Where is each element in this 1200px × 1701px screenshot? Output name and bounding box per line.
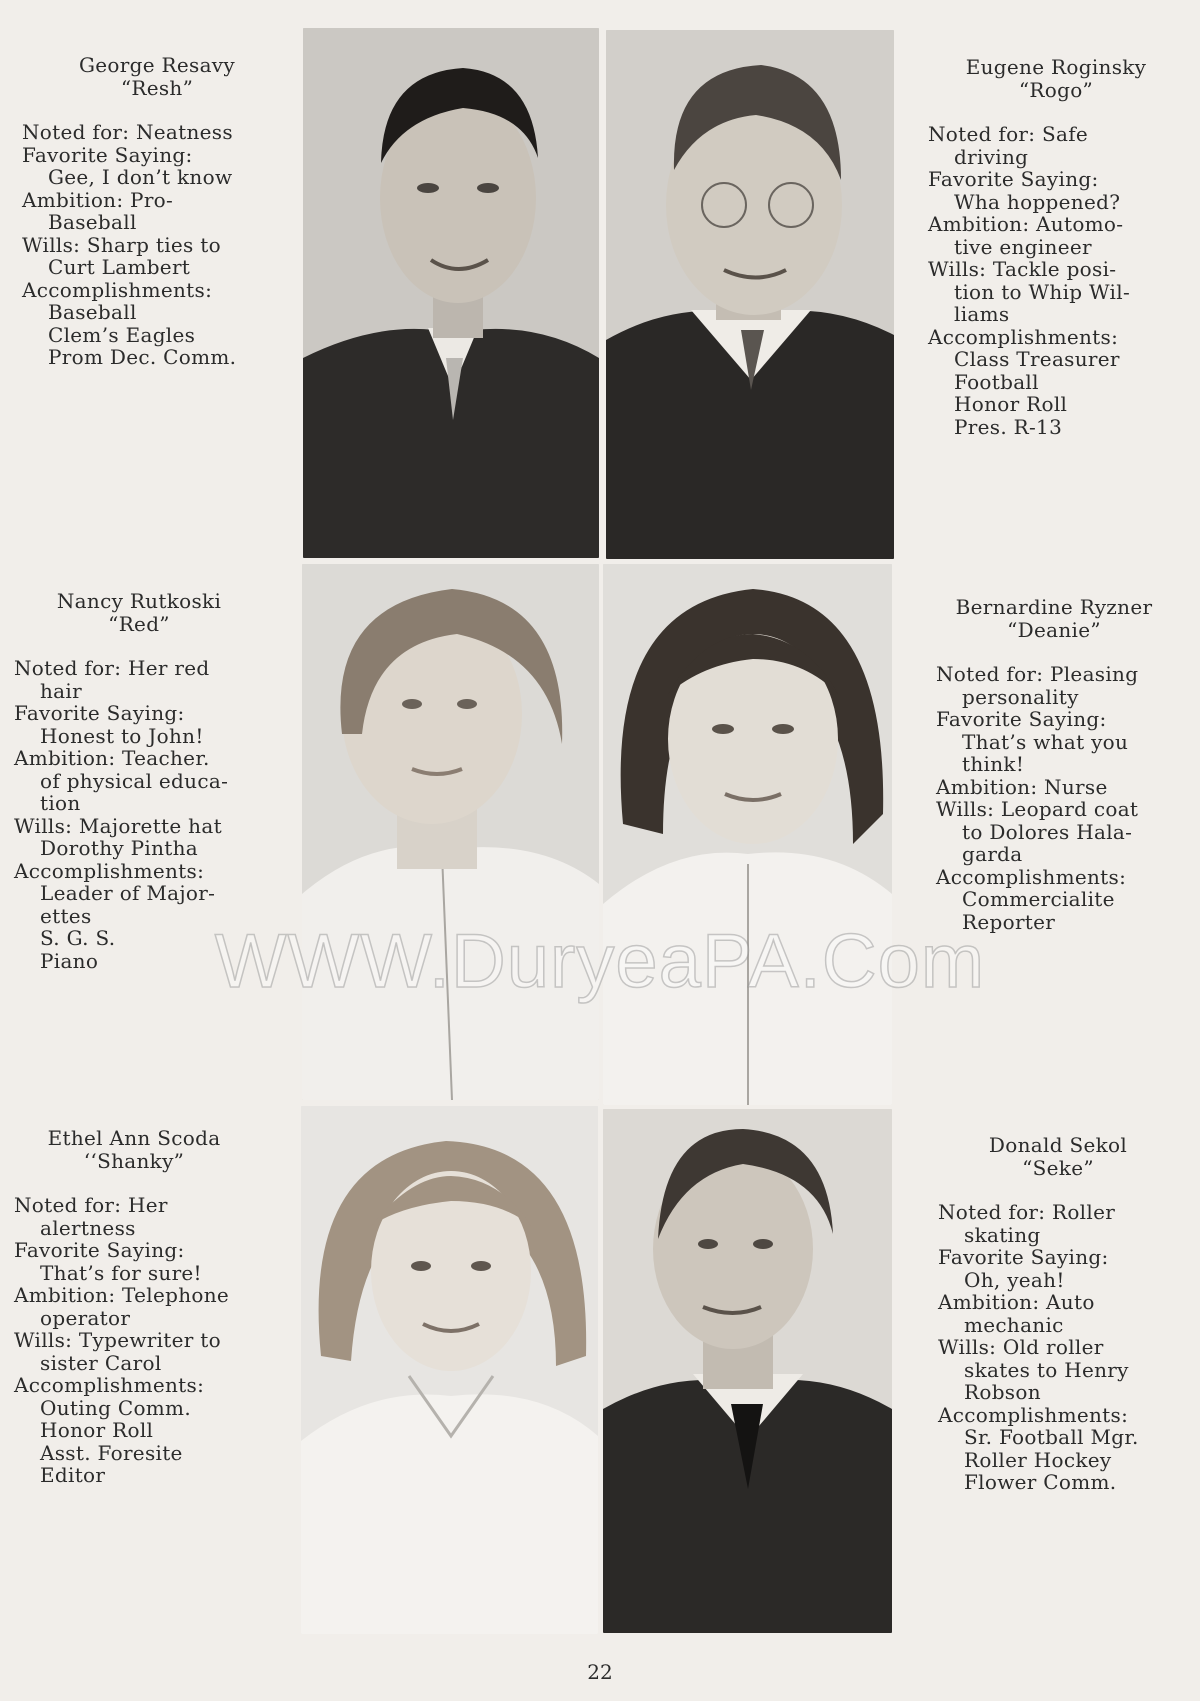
bio-line: That’s for sure!	[40, 1260, 202, 1285]
student-nickname: “Resh”	[120, 75, 194, 100]
bio-line: to Dolores Hala-	[962, 819, 1133, 844]
bio-line: Ambition: Teacher.	[14, 746, 210, 770]
bio-line: ettes	[40, 903, 92, 928]
bio-line: Wills: Old roller	[938, 1335, 1104, 1359]
bio-line: Favorite Saying:	[938, 1245, 1109, 1269]
bio-lines	[938, 1201, 1193, 1494]
student-name: Bernardine Ryzner	[955, 595, 1153, 619]
student-name: Ethel Ann Scoda	[47, 1126, 221, 1150]
bio-line: That’s what you	[962, 729, 1129, 754]
bio-line: Accomplishments:	[22, 277, 213, 302]
bio-line: Wills: Leopard coat	[936, 797, 1139, 821]
bio-line: Gee, I don’t know	[48, 165, 233, 189]
bio-line: Baseball	[48, 300, 137, 324]
bio-line: think!	[962, 752, 1025, 776]
bio-line: Commercialite	[962, 887, 1115, 911]
bio-line: Clem’s Eagles	[48, 322, 196, 347]
student-nickname: “Deanie”	[1007, 617, 1101, 642]
bio-line: alertness	[40, 1215, 136, 1240]
bio-line: Ambition: Telephone	[14, 1283, 230, 1307]
bio-line: Noted for: Neatness	[22, 120, 233, 144]
bio-line: Roller Hockey	[964, 1447, 1112, 1472]
watermark: WWW.DuryeaPA.Com	[214, 919, 986, 1004]
bio-line: Wills: Majorette hat	[14, 813, 222, 838]
bio-line: tive engineer	[954, 234, 1092, 259]
bio-line: Favorite Saying:	[936, 707, 1107, 731]
bio-line: Curt Lambert	[48, 255, 191, 279]
bio-bernardine-ryzner	[936, 596, 1196, 933]
bio-george-resavy	[22, 54, 292, 369]
bio-line: mechanic	[964, 1312, 1064, 1337]
bio-line: driving	[954, 144, 1029, 169]
bio-line: garda	[962, 842, 1023, 866]
student-nickname: “Rogo”	[1018, 77, 1094, 102]
bio-line: Baseball	[48, 210, 137, 234]
bio-line: Ambition: Pro-	[22, 187, 174, 212]
bio-line: Noted for: Her red	[14, 656, 210, 680]
bio-line: Favorite Saying:	[22, 142, 193, 167]
bio-line: Ambition: Automo-	[928, 212, 1124, 236]
portrait-photo-eugene-roginsky	[606, 30, 894, 559]
bio-line: Accomplishments:	[14, 1373, 205, 1397]
bio-line: tion to Whip Wil-	[954, 279, 1130, 304]
bio-line: skating	[964, 1222, 1041, 1247]
bio-line: Honor Roll	[40, 1418, 154, 1442]
portrait-photo-nancy-rutkoski	[302, 564, 599, 1100]
bio-line: Football	[954, 369, 1039, 394]
student-nickname: ‘‘Shanky”	[83, 1148, 185, 1173]
portrait-photo-ethel-ann-scoda	[301, 1106, 598, 1634]
bio-line: Leader of Major-	[40, 881, 216, 905]
bio-line: Accomplishments:	[14, 858, 205, 883]
bio-line: liams	[954, 302, 1010, 326]
bio-line: tion	[40, 791, 81, 815]
bio-ethel-ann-scoda	[14, 1127, 284, 1487]
bio-lines	[14, 1194, 284, 1487]
bio-line: Honest to John!	[40, 723, 204, 748]
bio-line: Wills: Tackle posi-	[928, 257, 1117, 281]
bio-lines	[936, 663, 1196, 933]
bio-eugene-roginsky	[928, 56, 1188, 438]
student-name: Eugene Roginsky	[965, 55, 1147, 79]
bio-line: Favorite Saying:	[14, 1238, 185, 1262]
bio-line: Accomplishments:	[928, 324, 1119, 349]
bio-line: Outing Comm.	[40, 1395, 191, 1420]
bio-line: Wills: Sharp ties to	[22, 232, 221, 257]
bio-line: S. G. S.	[40, 926, 116, 950]
bio-line: Noted for: Her	[14, 1193, 168, 1217]
bio-line: Honor Roll	[954, 392, 1068, 416]
bio-line: sister Carol	[40, 1350, 162, 1375]
bio-line: Prom Dec. Comm.	[48, 345, 237, 369]
student-name: Donald Sekol	[988, 1133, 1128, 1157]
bio-line: Dorothy Pintha	[40, 836, 199, 860]
bio-line: Accomplishments:	[936, 864, 1127, 889]
bio-line: Editor	[40, 1463, 106, 1487]
bio-lines	[928, 123, 1188, 438]
bio-line: Wha hoppened?	[954, 189, 1121, 214]
bio-nancy-rutkoski	[14, 590, 284, 972]
bio-line: Oh, yeah!	[964, 1267, 1065, 1292]
bio-lines	[22, 121, 292, 369]
bio-line: Favorite Saying:	[14, 701, 185, 725]
student-name: George Resavy	[79, 53, 235, 77]
bio-line: hair	[40, 678, 82, 703]
bio-line: Noted for: Pleasing	[936, 662, 1139, 686]
bio-line: Accomplishments:	[938, 1402, 1129, 1427]
bio-line: Sr. Football Mgr.	[964, 1425, 1139, 1449]
page-number: 22	[587, 1660, 613, 1684]
bio-line: operator	[40, 1305, 131, 1330]
bio-line: Reporter	[962, 909, 1056, 934]
bio-lines	[14, 657, 284, 972]
bio-line: skates to Henry	[964, 1357, 1129, 1382]
portrait-photo-bernardine-ryzner	[603, 564, 892, 1105]
bio-line: Noted for: Roller	[938, 1200, 1116, 1224]
bio-line: Pres. R-13	[954, 414, 1063, 439]
bio-donald-sekol	[938, 1134, 1193, 1494]
portrait-photo-george-resavy	[303, 28, 599, 558]
bio-line: Asst. Foresite	[40, 1440, 183, 1465]
student-name: Nancy Rutkoski	[56, 589, 222, 613]
bio-line: Favorite Saying:	[928, 167, 1099, 191]
bio-line: Flower Comm.	[964, 1470, 1117, 1494]
bio-line: Noted for: Safe	[928, 122, 1089, 146]
student-nickname: “Seke”	[1022, 1155, 1094, 1180]
portrait-photo-donald-sekol	[603, 1109, 892, 1633]
bio-line: Piano	[40, 948, 99, 973]
bio-line: of physical educa-	[40, 768, 229, 793]
bio-line: personality	[962, 684, 1079, 709]
bio-line: Robson	[964, 1380, 1041, 1404]
student-nickname: “Red”	[108, 611, 170, 636]
bio-line: Ambition: Auto	[938, 1290, 1095, 1314]
bio-line: Class Treasurer	[954, 347, 1120, 371]
bio-line: Wills: Typewriter to	[14, 1328, 221, 1352]
bio-line: Ambition: Nurse	[936, 774, 1108, 799]
